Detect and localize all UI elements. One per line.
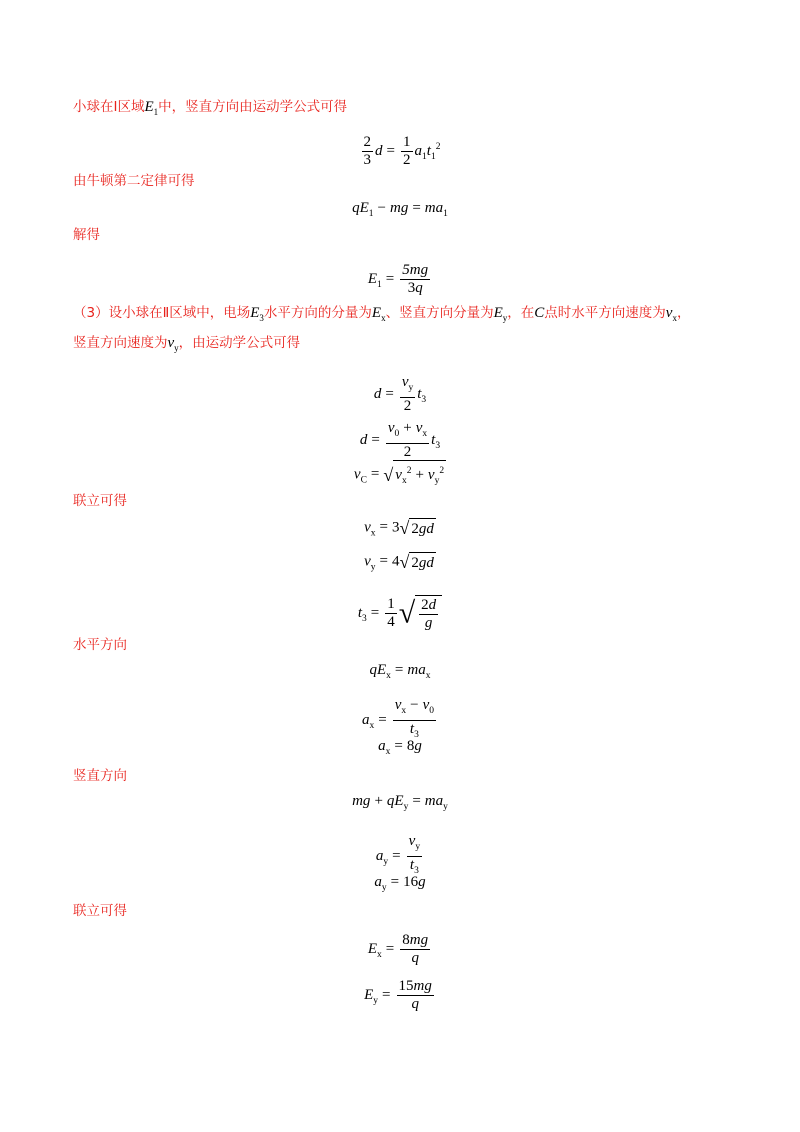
text-segment: 水平方向的分量为 — [263, 305, 372, 321]
text-segment: ，在 — [507, 305, 535, 321]
math-inline: $v_y$ — [167, 335, 179, 353]
equation-2: $qE_1$ − mg = $ma_1$ — [352, 200, 448, 219]
text-segment: ，由运动学公式可得 — [178, 335, 301, 351]
equation-6: $v_C$ = √ $v_x^2 + v_y^2$ — [0, 460, 800, 490]
equation-17: $E_y$ = $\frac{15mg}{q}$ — [364, 978, 432, 1012]
equation-14: $a_y$ = $\frac{v_y}{t_3}$ — [375, 833, 421, 876]
math-inline: $E_x$ — [371, 305, 386, 323]
text-line-1 — [73, 98, 347, 121]
equation-1: $\frac{2}{3}$ d = $\frac{1}{2}$ $a_1t_1^2$ — [363, 134, 441, 168]
text-segment: ， — [676, 305, 691, 321]
equation-4: d = $\frac{v_y}{2}$ $t_3$ — [373, 374, 427, 414]
equation-9: $t_3$ = $\frac{1}{4}$ √ $\frac{2d}{g}$ — [0, 595, 800, 632]
equation-10: $qE_x = ma_x$ — [369, 662, 431, 681]
math-inline: $v_x$ — [665, 305, 677, 323]
math-inline: $E_1$ — [144, 99, 159, 117]
text-line-9: 联立可得 — [73, 903, 127, 919]
equation-15: $a_y = 16g$ — [374, 874, 426, 893]
equation-3: $E_1$ = $\frac{5mg}{3q}$ — [367, 262, 429, 296]
equation-8: $v_y = 4√$ 2gd — [364, 552, 434, 573]
text-segment: 小球在Ⅰ区域 — [73, 99, 145, 115]
equation-7: $v_x = 3√$ 2gd — [364, 518, 434, 539]
equation-11: $a_x$ = $\frac{v_x - v_0}{t_3}$ — [361, 697, 435, 740]
text-line-2: 由牛顿第二定律可得 — [73, 173, 195, 189]
text-segment: 、竖直方向分量为 — [385, 305, 494, 321]
text-segment: 中，竖直方向由运动学公式可得 — [158, 99, 348, 115]
math-inline: C — [534, 305, 545, 321]
equation-12: $a_x = 8g$ — [378, 738, 422, 757]
text-line-6: 联立可得 — [73, 493, 127, 509]
text-line-7: 水平方向 — [73, 637, 127, 653]
text-line-5 — [73, 334, 300, 357]
equation-13: mg + $qE_y = ma_y$ — [352, 793, 448, 812]
text-line-8: 竖直方向 — [73, 768, 127, 784]
text-segment: 点时水平方向速度为 — [544, 305, 666, 321]
equation-16: $E_x$ = $\frac{8mg}{q}$ — [367, 932, 429, 966]
text-line-3: 解得 — [73, 227, 100, 243]
math-inline: $E_3$ — [250, 305, 264, 323]
text-segment: （3）设小球在Ⅱ区域中，电场 — [73, 305, 251, 321]
equation-5: d = $\frac{v_0 + v_x}{2}$ $t_3$ — [359, 420, 441, 460]
text-line-4 — [73, 304, 690, 327]
math-inline: $E_y$ — [493, 305, 508, 323]
text-segment: 竖直方向速度为 — [73, 335, 168, 351]
